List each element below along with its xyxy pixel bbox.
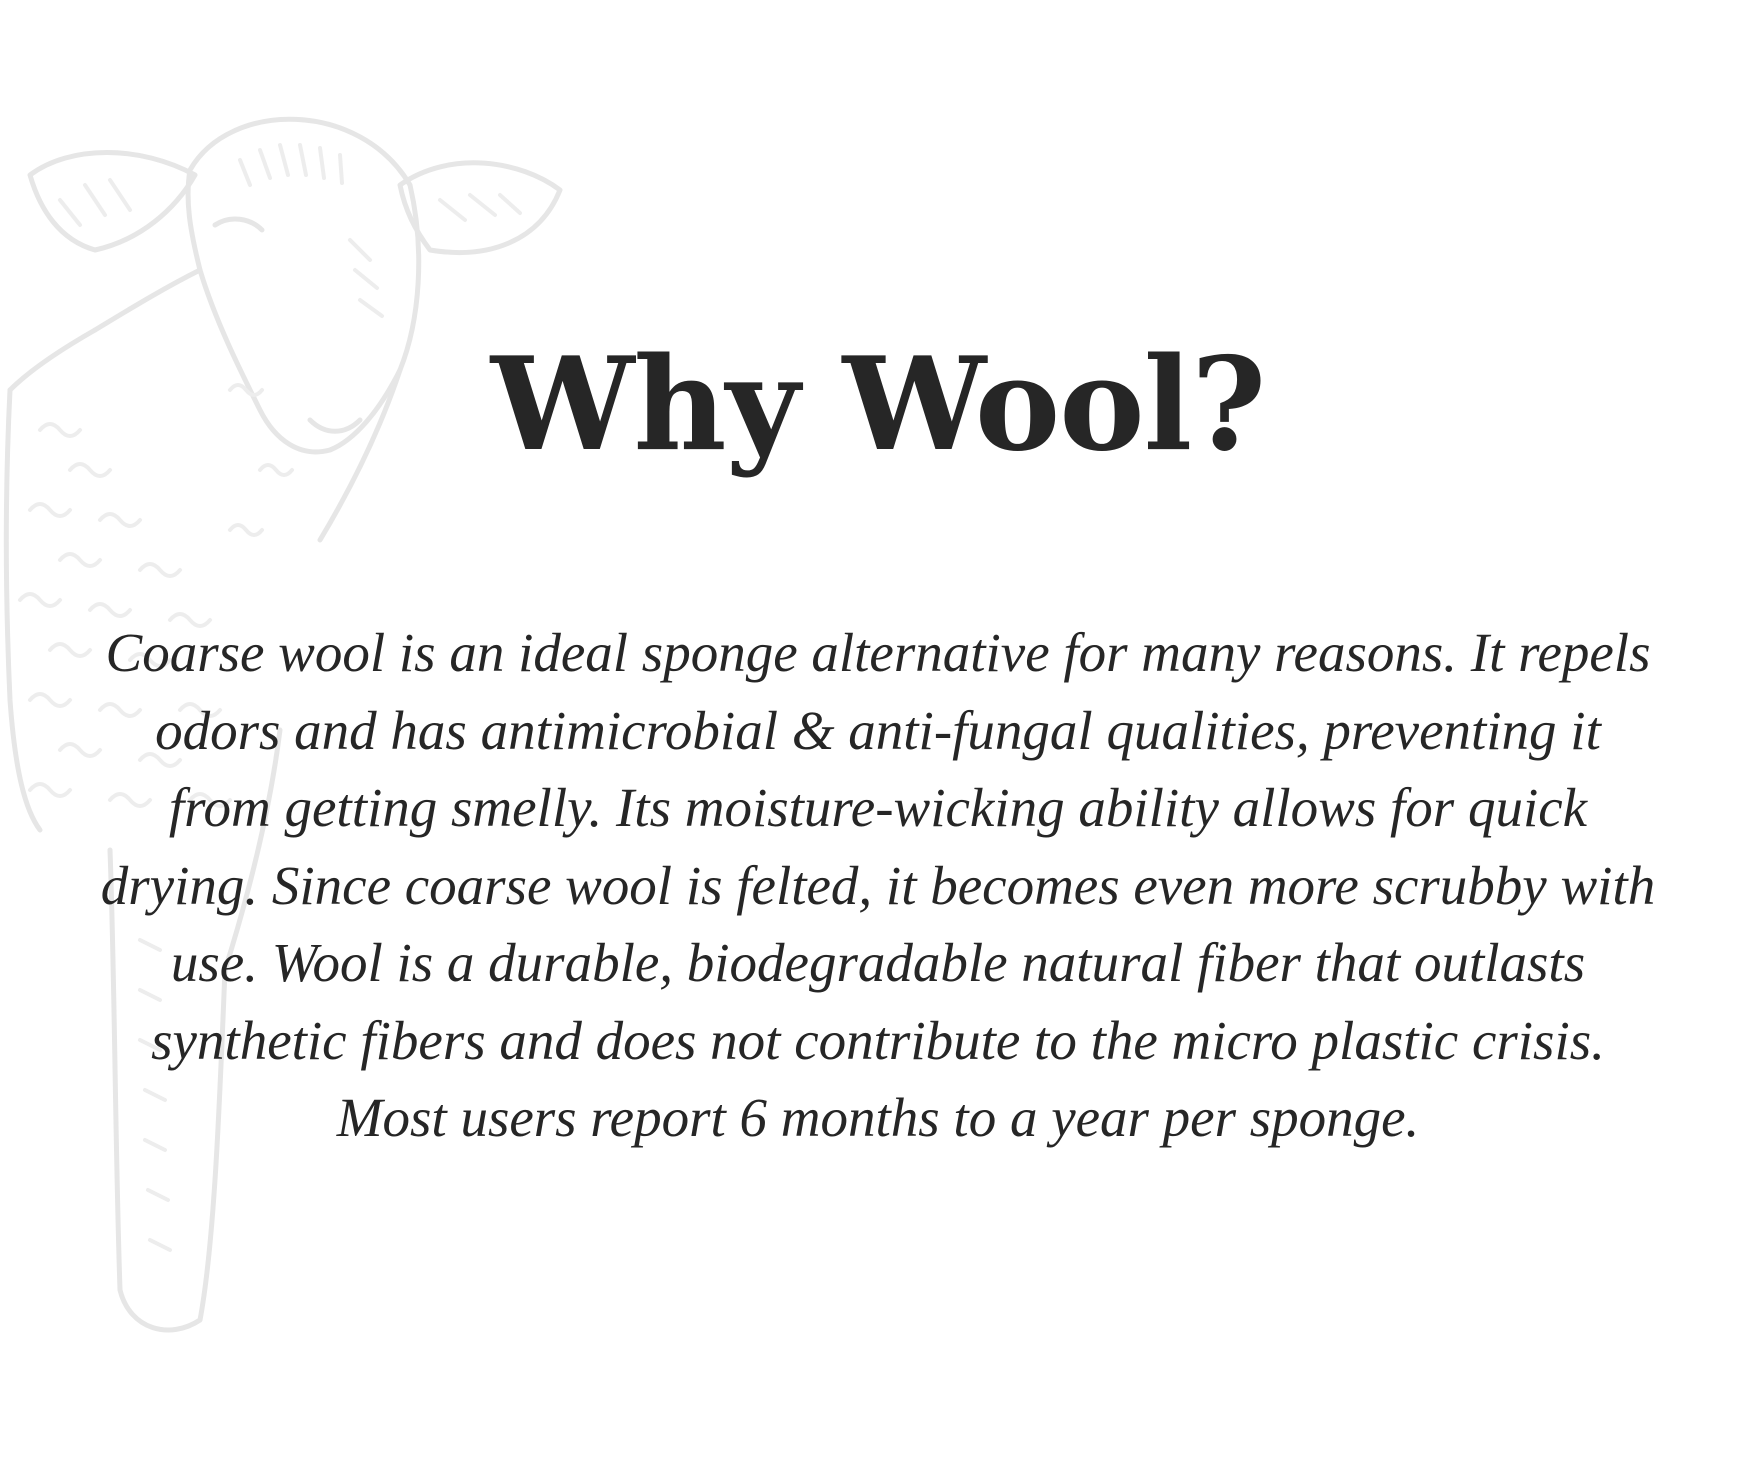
body-paragraph: Coarse wool is an ideal sponge alternative for many reasons. It repels odors and has antimicrobial & anti-fungal qualities, preventing it from getting smelly. Its moisture-wicking ability allows for quick drying. Since coarse wool is felted, it becomes even more scrubby with use. Wool is a durable, biodegradable natural fiber that outlasts synthetic fibers and does not contribute to the micro plastic crisis. Most users report 6 months to a year per sponge. bbox=[100, 622, 1656, 1148]
page-title: Why Wool? bbox=[490, 330, 1266, 480]
